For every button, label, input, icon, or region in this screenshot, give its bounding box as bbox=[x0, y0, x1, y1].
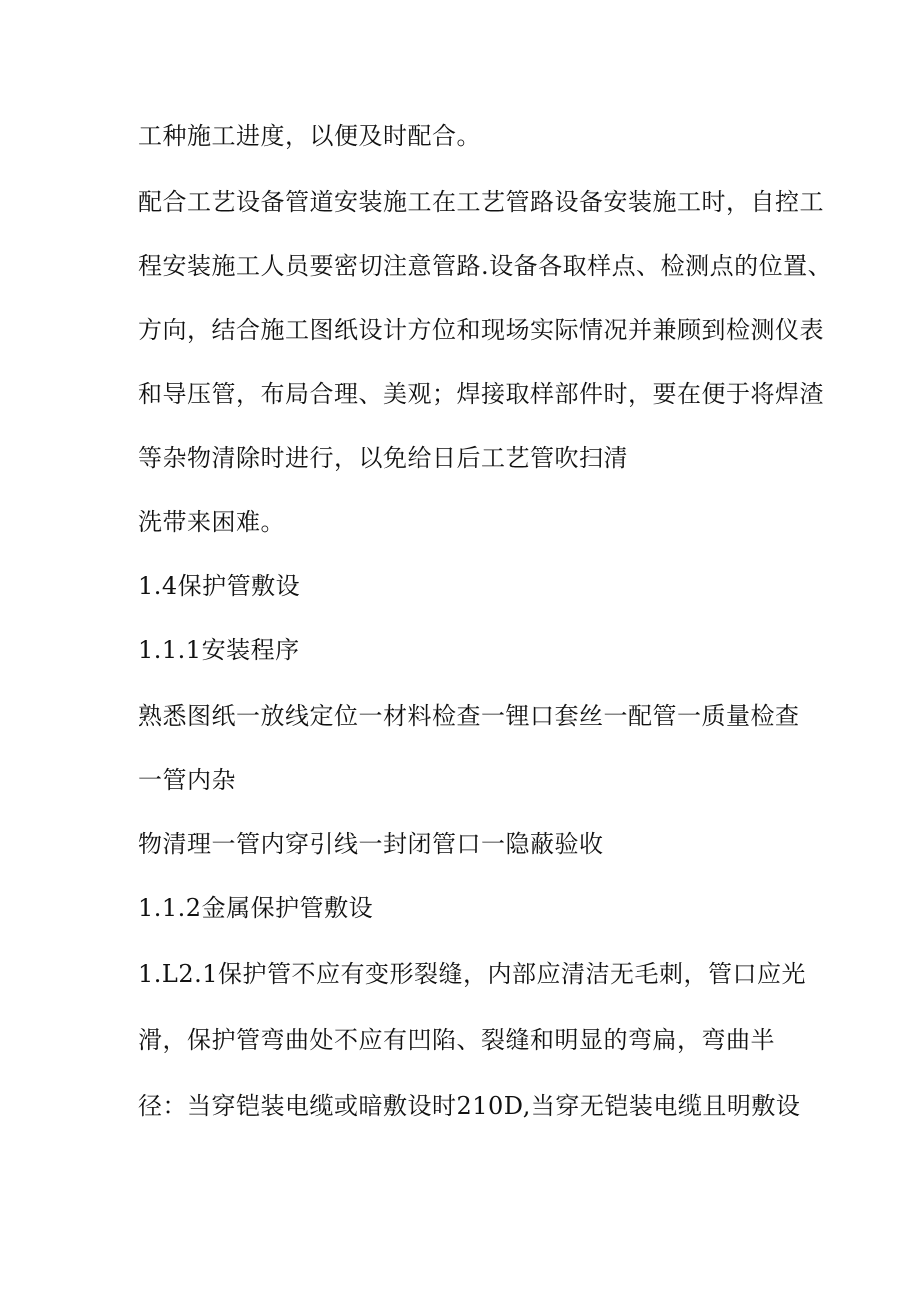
paragraph-line: 滑，保护管弯曲处不应有凹陷、裂缝和明显的弯扁，弯曲半 bbox=[138, 1026, 775, 1054]
paragraph-line: 洗带来困难。 bbox=[138, 508, 285, 536]
paragraph-line: 和导压管，布局合理、美观；焊接取样部件时，要在便于将焊渣 bbox=[138, 380, 824, 408]
paragraph-line: 1.L2.1保护管不应有变形裂缝，内部应清洁无毛刺，管口应光 bbox=[138, 960, 807, 988]
paragraph-line: 一管内杂 bbox=[138, 766, 236, 794]
paragraph-line: 等杂物清除时进行，以免给日后工艺管吹扫清 bbox=[138, 444, 628, 472]
paragraph-line: 物清理一管内穿引线一封闭管口一隐蔽验收 bbox=[138, 830, 604, 858]
section-heading: 1.4保护管敷设 bbox=[138, 572, 301, 600]
paragraph-line: 方向，结合施工图纸设计方位和现场实际情况并兼顾到检测仪表 bbox=[138, 316, 824, 344]
paragraph-line: 径：当穿铠装电缆或暗敷设时210D,当穿无铠装电缆且明敷设 bbox=[138, 1092, 801, 1120]
subsection-heading: 1.1.2金属保护管敷设 bbox=[138, 894, 374, 922]
paragraph-line: 配合工艺设备管道安装施工在工艺管路设备安装施工时，自控工 bbox=[138, 188, 824, 216]
paragraph-line: 程安装施工人员要密切注意管路.设备各取样点、检测点的位置、 bbox=[138, 252, 833, 280]
paragraph-line: 工种施工进度，以便及时配合。 bbox=[138, 122, 481, 150]
paragraph-line: 熟悉图纸一放线定位一材料检查一锂口套丝一配管一质量检查 bbox=[138, 702, 800, 730]
subsection-heading: 1.1.1安装程序 bbox=[138, 636, 300, 664]
